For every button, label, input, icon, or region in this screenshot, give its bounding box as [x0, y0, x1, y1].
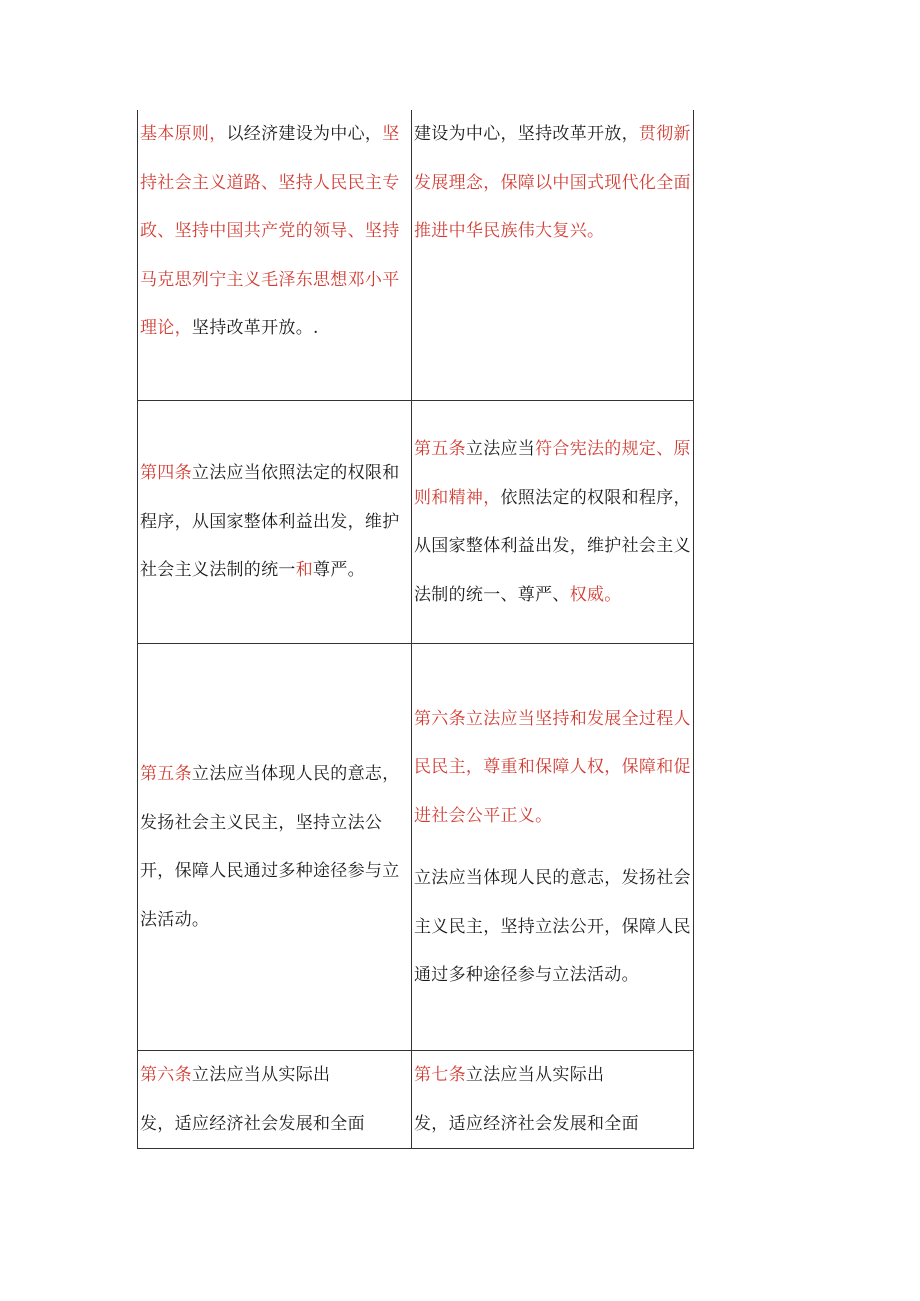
article-number: 第四条 [140, 463, 192, 484]
text-segment: 第六条立法应当坚持和发展全过程人民民主，尊重和保障人权，保障和促进社会公平正义。 [414, 708, 691, 826]
new-paragraph [414, 695, 693, 841]
old-text-cell [138, 1051, 412, 1149]
text-line [414, 1100, 693, 1149]
new-text-cell [412, 401, 694, 644]
text-segment: 立法应当体现人民的意志，发扬社会主义民主，坚持立法公开，保障人民通过多种途径参与立法活动。 [414, 868, 691, 985]
old-text-cell [138, 644, 412, 1051]
table-row [138, 644, 694, 1051]
table-row [138, 1051, 694, 1149]
new-text-cell [412, 1051, 694, 1149]
text-segment: 立法应当从实际出 [191, 1065, 331, 1085]
text-segment: 贯彻新发展理念，保障以中国式现代化全面推进中华民族伟大复兴。 [414, 124, 691, 241]
text-segment: 立法应当 [465, 439, 536, 459]
text-segment: 以经济建设为中心， [226, 124, 383, 144]
text-segment: 坚持改革开放。. [191, 318, 319, 338]
text-line [414, 1051, 693, 1100]
text-segment: 立法应当依照法定的权限和程序，从国家整体利益出发，维护社会主义法制的统一 [140, 463, 400, 581]
text-segment: 依照法定的权限和程序，从国家整体利益出发，维护社会主义法制的统一、尊严、 [414, 487, 691, 605]
article-number: 第五条 [414, 439, 466, 459]
text-segment: 立法应当体现人民的意志，发扬社会主义民主，坚持立法公开，保障人民通过多种途径参与立法活动。 [140, 764, 400, 930]
old-text-cell [138, 110, 412, 401]
text-segment: 符合宪法的规定、原则和精神， [414, 439, 691, 508]
table-row [138, 110, 694, 401]
new-text-cell [412, 110, 694, 401]
text-segment: 权威。 [569, 584, 622, 605]
text-segment: 坚持社会主义道路、坚持人民民主专政、坚持中国共产党的领导、坚持马克思列宁主义毛泽东思想邓小平理论， [140, 124, 400, 338]
text-segment: 立法应当从实际出 [465, 1065, 605, 1085]
text-segment: 尊严。 [313, 560, 365, 581]
table-row [138, 401, 694, 644]
new-paragraph [414, 854, 693, 1000]
text-segment: 发，适应经济社会发展和全面 [414, 1113, 639, 1134]
article-number: 第六条 [140, 1065, 192, 1085]
text-segment: 和 [295, 560, 314, 581]
text-segment: 基本原则， [140, 124, 227, 144]
text-segment: 发，适应经济社会发展和全面 [140, 1113, 365, 1134]
article-number: 第七条 [414, 1065, 466, 1085]
text-segment: 建设为中心，坚持改革开放， [414, 124, 639, 144]
article-number: 第五条 [140, 764, 192, 784]
text-line [140, 1051, 411, 1100]
new-text-cell [412, 644, 694, 1051]
old-text-cell [138, 401, 412, 644]
text-line [140, 1100, 411, 1149]
comparison-table [137, 110, 694, 1149]
